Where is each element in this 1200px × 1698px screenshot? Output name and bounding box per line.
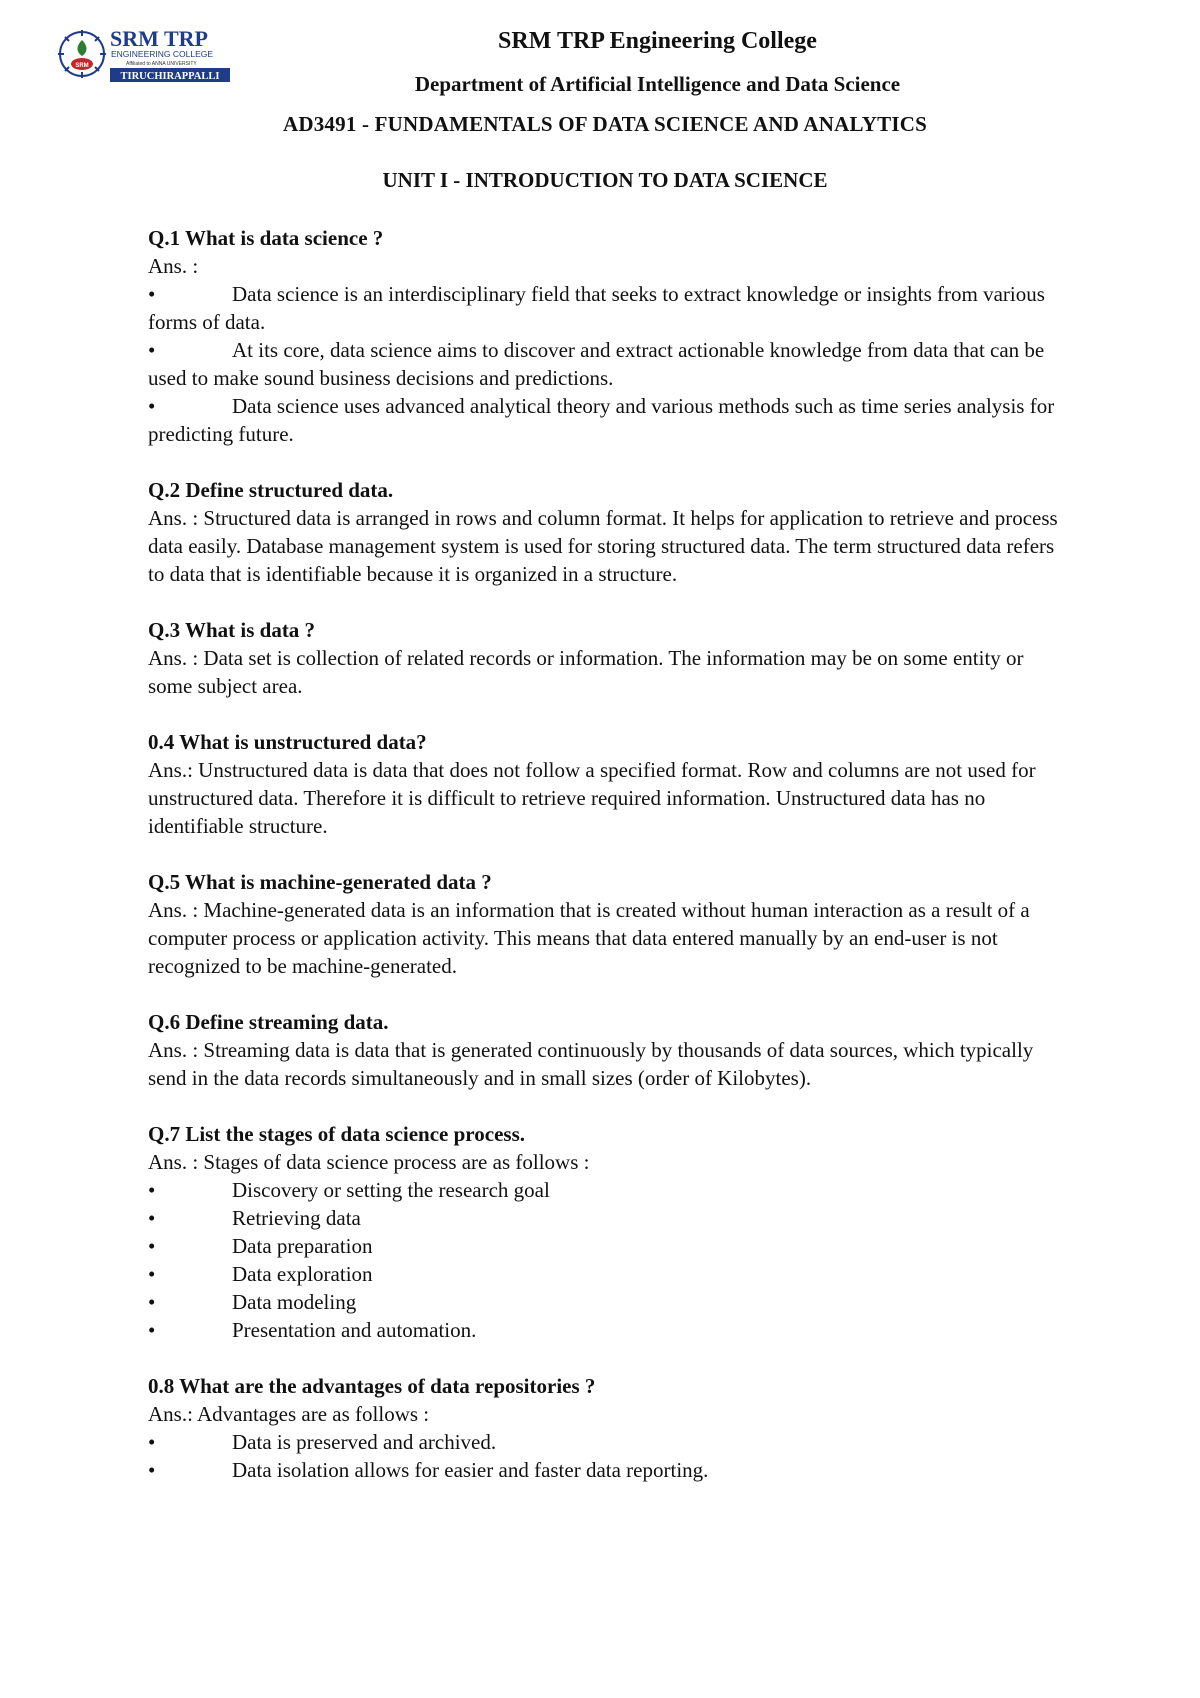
logo-affiliation: Affiliated to ANNA UNIVERSITY <box>126 61 197 67</box>
answer-8: Ans.: Advantages are as follows : <box>148 1402 430 1426</box>
answer-7-bullet <box>148 1288 1068 1316</box>
logo-badge-text: SRM <box>75 63 89 69</box>
answer-6: Ans. : Streaming data is data that is generated continuously by thousands of data sources, which typically send in the data records simultaneously and in small sizes (order of Kilobytes). <box>148 1038 1034 1090</box>
bullet-mark: • <box>148 1430 156 1454</box>
bullet-mark: • <box>148 1458 156 1482</box>
qa-content <box>148 224 1068 1512</box>
answer-7-bullet-text: Data modeling <box>232 1290 357 1314</box>
answer-5: Ans. : Machine-generated data is an information that is created without human interaction as a result of a computer process or application activity. This means that data entered manually by an end-user is not recognized to be machine-generated. <box>148 898 1030 978</box>
bullet-mark: • <box>148 338 156 362</box>
answer-3: Ans. : Data set is collection of related records or information. The information may be on some entity or some subject area. <box>148 646 1024 698</box>
answer-7-bullet-text: Data preparation <box>232 1234 373 1258</box>
bullet-mark: • <box>148 1290 156 1314</box>
answer-8-bullet <box>148 1428 1068 1456</box>
answer-1-bullet-text: Data science is an interdisciplinary field that seeks to extract knowledge or insights from various forms of data. <box>148 282 1045 334</box>
bullet-mark: • <box>148 1206 156 1230</box>
bullet-mark: • <box>148 394 156 418</box>
bullet-mark: • <box>148 1178 156 1202</box>
unit-title: UNIT I - INTRODUCTION TO DATA SCIENCE <box>382 168 828 192</box>
answer-1-prefix: Ans. : <box>148 254 199 278</box>
answer-4: Ans.: Unstructured data is data that does not follow a specified format. Row and columns are not used for unstructured data. Therefore it is difficult to retrieve required information. Unstructured data has no identifiable structure. <box>148 758 1036 838</box>
logo-title: SRM TRP <box>110 26 208 51</box>
logo-subtitle: ENGINEERING COLLEGE <box>111 49 214 59</box>
logo-city: TIRUCHIRAPPALLI <box>120 71 220 82</box>
answer-8-bullet <box>148 1456 1068 1484</box>
answer-7-bullet <box>148 1176 1068 1204</box>
answer-7-bullet <box>148 1316 1068 1344</box>
question-3: Q.3 What is data ? <box>148 618 316 642</box>
answer-7: Ans. : Stages of data science process are as follows : <box>148 1150 590 1174</box>
answer-7-bullet-text: Presentation and automation. <box>232 1318 477 1342</box>
bullet-mark: • <box>148 1318 156 1342</box>
department-title: Department of Artificial Intelligence and Data Science <box>414 72 901 96</box>
bullet-mark: • <box>148 1234 156 1258</box>
question-8: 0.8 What are the advantages of data repositories ? <box>148 1374 596 1398</box>
bullet-mark: • <box>148 282 156 306</box>
qa-item-7 <box>148 1120 1068 1344</box>
answer-7-bullet-text: Data exploration <box>232 1262 373 1286</box>
answer-1-bullet-text: At its core, data science aims to discover and extract actionable knowledge from data that can be used to make sound business decisions and predictions. <box>148 338 1045 390</box>
answer-1-bullet <box>148 392 1068 448</box>
question-1: Q.1 What is data science ? <box>148 226 384 250</box>
answer-1-bullet <box>148 336 1068 392</box>
course-title: AD3491 - FUNDAMENTALS OF DATA SCIENCE AND ANALYTICS <box>283 112 927 136</box>
question-4: 0.4 What is unstructured data? <box>148 730 427 754</box>
question-6: Q.6 Define streaming data. <box>148 1010 389 1034</box>
answer-7-bullet-text: Retrieving data <box>232 1206 361 1230</box>
answer-1-bullet <box>148 280 1068 336</box>
qa-item-3 <box>148 616 1068 700</box>
qa-item-1 <box>148 224 1068 448</box>
qa-item-5 <box>148 868 1068 980</box>
qa-item-2 <box>148 476 1068 588</box>
answer-2: Ans. : Structured data is arranged in rows and column format. It helps for application to retrieve and process data easily. Database management system is used for storing structured data. The term structured data refers to data that is identifiable because it is organized in a structure. <box>148 506 1058 586</box>
answer-7-bullet <box>148 1260 1068 1288</box>
question-5: Q.5 What is machine-generated data ? <box>148 870 492 894</box>
qa-item-4 <box>148 728 1068 840</box>
question-7: Q.7 List the stages of data science process. <box>148 1122 525 1146</box>
bullet-mark: • <box>148 1262 156 1286</box>
qa-item-8 <box>148 1372 1068 1484</box>
answer-7-bullet <box>148 1232 1068 1260</box>
answer-7-bullet <box>148 1204 1068 1232</box>
qa-item-6 <box>148 1008 1068 1092</box>
college-title: SRM TRP Engineering College <box>498 28 817 54</box>
answer-8-bullet-text: Data isolation allows for easier and faster data reporting. <box>232 1458 709 1482</box>
answer-1-bullet-text: Data science uses advanced analytical theory and various methods such as time series analysis for predicting future. <box>148 394 1055 446</box>
answer-8-bullet-text: Data is preserved and archived. <box>232 1430 497 1454</box>
question-2: Q.2 Define structured data. <box>148 478 394 502</box>
answer-7-bullet-text: Discovery or setting the research goal <box>232 1178 550 1202</box>
